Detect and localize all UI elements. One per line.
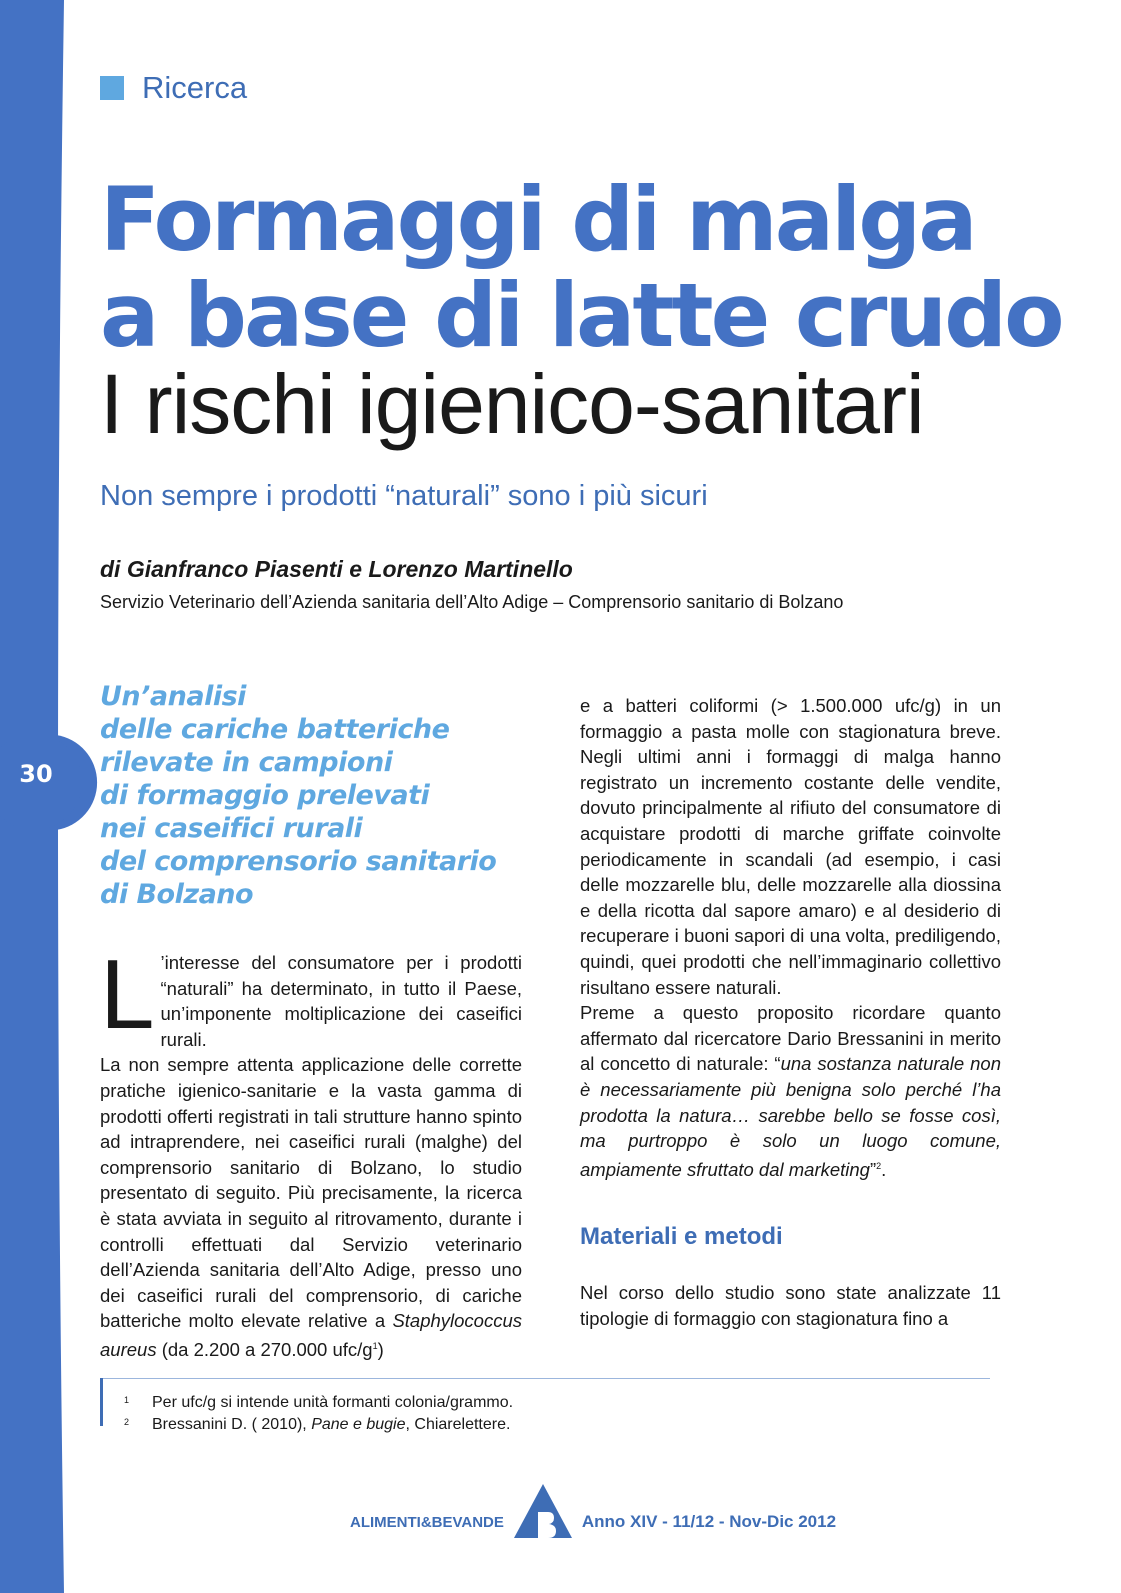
section-label <box>100 70 247 106</box>
article-title-sub: I rischi igienico-sanitari <box>100 357 924 451</box>
footnote-text: Per ufc/g si intende unità formanti colonia/grammo. <box>152 1394 514 1411</box>
article-subtitle: Non sempre i prodotti “naturali” sono i più sicuri <box>100 480 708 512</box>
body-text: ) <box>377 1339 384 1361</box>
footnote-divider <box>100 1378 990 1379</box>
section-heading: Materiali e metodi <box>580 1223 783 1251</box>
body-paragraph-2: La non sempre attenta applicazione delle corrette pratiche igienico-sanitarie e la vasta gamma di prodotti offerti registrati in tali strutture hanno spinto ad intraprendere, nei caseifici rurali (malghe) del comprensorio sanitario di Bolzano, lo studio presentato di seguito. Più precisamente, la ricerca è stata avviata in seguito al ritrovamento, durante i controlli effettuati dal Servizio veterinario dell’Azienda sanitaria dell’Alto Adige, presso uno dei caseifici rurali del comprensorio, di cariche batteriche molto elevate relative a <box>100 1054 522 1332</box>
lead-line: nei caseifici rurali <box>100 813 363 844</box>
lead-line: delle cariche batteriche <box>100 714 450 745</box>
footnote-2 <box>124 1416 510 1434</box>
authors: di Gianfranco Piasenti e Lorenzo Martinello <box>100 556 573 582</box>
lead-text <box>100 680 540 911</box>
section-square-icon <box>100 76 124 100</box>
article-title <box>100 168 1100 367</box>
magazine-logo-icon <box>512 1482 574 1540</box>
lead-line: di Bolzano <box>100 879 254 910</box>
footnote-1 <box>124 1394 513 1412</box>
body-paragraph-4: Preme a questo proposito ricordare quanto affermato dal ricercatore Dario Bressanini in merito al concetto di naturale: “ <box>580 1002 1001 1075</box>
body-text: ” <box>869 1158 877 1180</box>
body-text: (da 2.200 a 270.000 ufc/g <box>161 1339 373 1361</box>
species-name: Staphylococcus aureus <box>100 1310 523 1361</box>
footnote-text: , Chiarelettere. <box>405 1416 511 1433</box>
title-line-1: Formaggi di malga <box>100 168 975 271</box>
footnote-ref: 2 <box>876 1160 882 1171</box>
quote: una sostanza naturale non è necessariamente più benigna solo perché l’ha prodotta la natura… sarebbe bello se fosse così, ma purtroppo è solo un luogo comune, ampiamente sfruttato dal marketing <box>580 1053 1001 1180</box>
footnote-ref: 1 <box>372 1340 378 1351</box>
page-footer <box>350 1482 836 1540</box>
issue-info: Anno XIV - 11/12 - Nov-Dic 2012 <box>581 1512 837 1531</box>
affiliation: Servizio Veterinario dell’Azienda sanitaria dell’Alto Adige – Comprensorio sanitario di Bolzano <box>100 592 844 612</box>
body-paragraph-5: Nel corso dello studio sono state analizzate 11 tipologie di formaggio con stagionatura fino a <box>580 1282 1001 1329</box>
footnote-book-title: Pane e bugie <box>311 1416 406 1433</box>
lead-line: Un’analisi <box>100 681 246 712</box>
footnote-number: 1 <box>124 1395 130 1405</box>
footnote-text: Bressanini D. ( 2010), <box>152 1416 312 1433</box>
body-text: . <box>881 1158 887 1180</box>
body-column-right <box>580 693 1001 1331</box>
lead-line: rilevate in campioni <box>100 747 393 778</box>
drop-cap: L <box>100 939 155 1049</box>
body-paragraph-3: e a batteri coliformi (> 1.500.000 ufc/g) in un formaggio a pasta molle con stagionatura breve. Negli ultimi anni i formaggi di malga hanno registrato un incremento costante delle vendite, dovuto principalmente al rifiuto del consumatore di acquistare prodotti di marche griffate coinvolte periodicamente in scandali (ad esempio, i casi delle mozzarelle blu, delle mozzarelle alla diossina e della ricotta dal sapore amaro) e al desiderio di recuperare i buoni sapori di una volta, prediligendo, quindi, quei prodotti che nell’immaginario collettivo risultano essere naturali. <box>580 695 1001 998</box>
body-column-left <box>100 939 523 1363</box>
lead-line: del comprensorio sanitario <box>100 846 497 877</box>
title-line-2: a base di latte crudo <box>100 264 1062 367</box>
footnote-number: 2 <box>124 1417 130 1427</box>
section-title: Ricerca <box>142 70 248 105</box>
footnote-marker-bar <box>100 1378 103 1426</box>
page-number: 30 <box>19 760 53 788</box>
lead-line: di formaggio prelevati <box>100 780 430 811</box>
magazine-name: ALIMENTI&BEVANDE <box>350 1513 504 1531</box>
body-paragraph-1: ’interesse del consumatore per i prodotti “naturali” ha determinato, in tutto il Paese, un’imponente moltiplicazione dei caseifici rurali. <box>160 952 522 1050</box>
